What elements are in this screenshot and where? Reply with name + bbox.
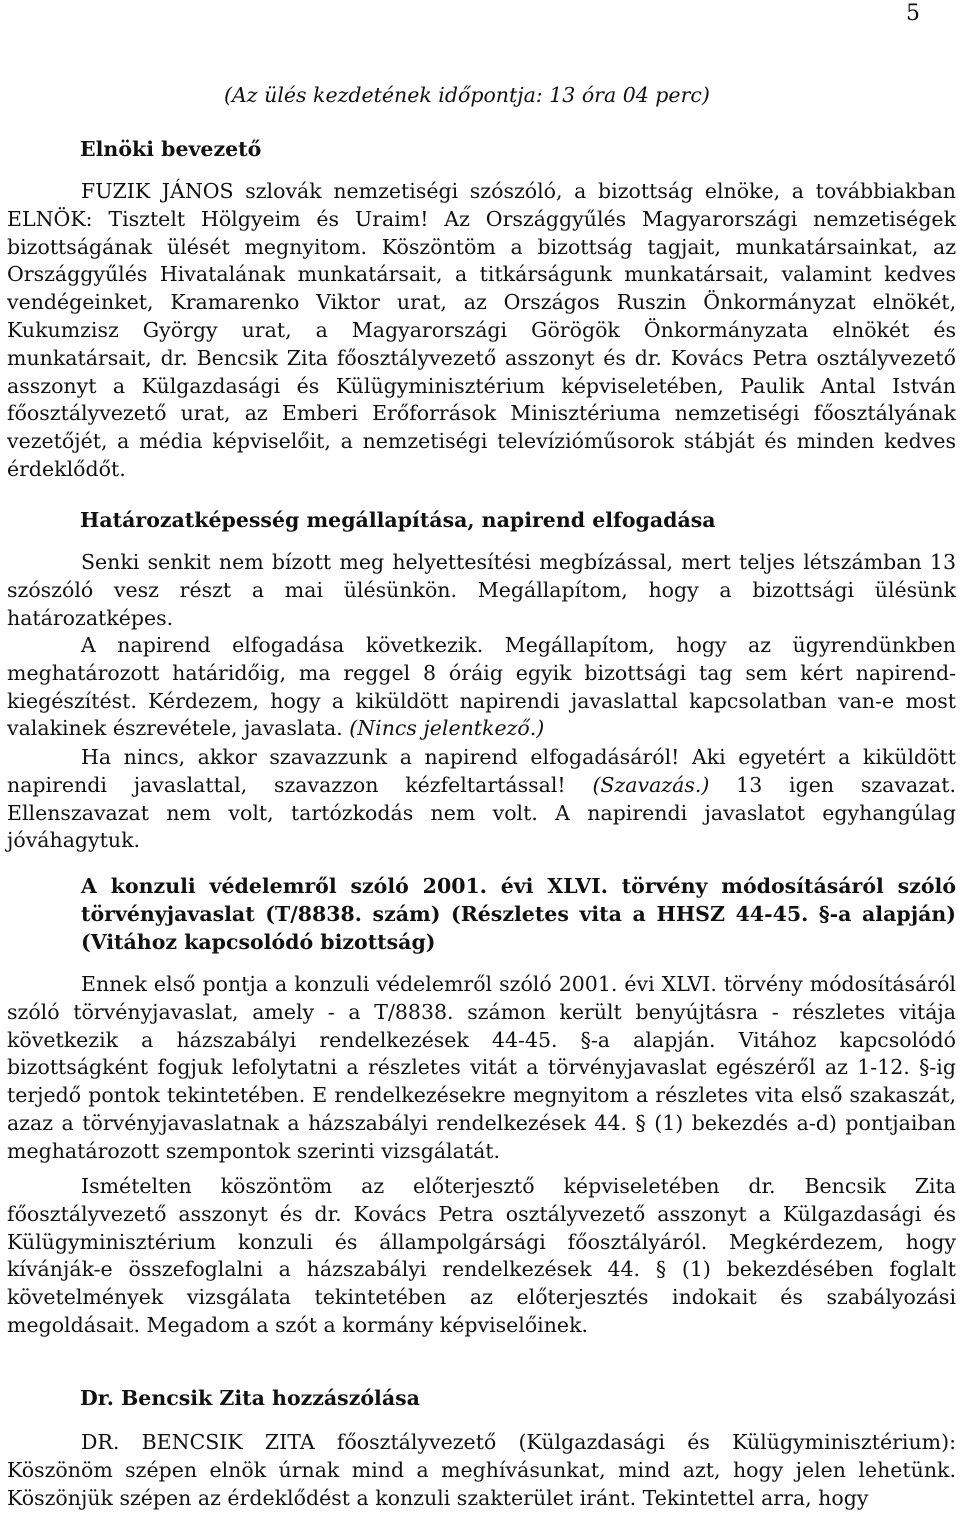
bill-heading: [7, 873, 956, 956]
bill-paragraph-1-text: Ennek első pontja a konzuli védelemről szóló 2001. évi XLVI. törvény módosításáról szóló törvényjavaslat, amely - a T/8838. számon került benyújtásra - részletes vitája következik a házszabályi rendelkezések 44-45. §-a alapján. Vitához kapcsolódó bizottságként fogjuk lefolytatni a részletes vitát a törvényjavaslat egészéről az 1-12. §-ig terjedő pontok tekintetében. E rendelkezésekre megnyitom a részletes vita első szakaszát, azaz a törvényjavaslatnak a házszabályi rendelkezések 44. § (1) bekezdés a-d) pontjaiban meghatározott szempontok szerinti vizsgálatát.: [7, 972, 956, 1163]
bill-heading-text: A konzuli védelemről szóló 2001. évi XLVI. törvény módosításáról szóló törvényjavaslat (T/8838. szám) (Részletes vita a HHSZ 44-45. §-a alapján) (Vitához kapcsolódó bizottság): [81, 874, 956, 954]
page-number: 5: [906, 1, 920, 26]
quorum-paragraph-3-text-a: Ha nincs, akkor szavazzunk a napirend elfogadásáról! Aki egyetért a kiküldött napirendi javaslattal, szavazzon kézfeltartással!: [7, 745, 956, 797]
intro-heading: Elnöki bevezető: [80, 137, 262, 161]
bill-paragraph-2-text: Ismételten köszöntöm az előterjesztő képviseletében dr. Bencsik Zita főosztályvezető asszonyt és dr. Kovács Petra osztályvezető asszonyt a Külgazdasági és Külügyminisztérium konzuli és állampolgársági főosztályáról. Megkérdezem, hogy kívánják-e összefoglalni a házszabályi rendelkezések 44. § (1) bekezdésében foglalt követelmények vizsgálata tekintetében az előterjesztés indokait és szabályozási megoldásait. Megadom a szót a kormány képviselőinek.: [7, 1174, 956, 1337]
vote-note: (Szavazás.): [592, 772, 710, 797]
bill-paragraph-2: [7, 1173, 956, 1340]
quorum-paragraph-2: [7, 632, 956, 743]
quorum-paragraph-1-text: Senki senkit nem bízott meg helyettesítési megbízással, mert teljes létszámban 13 szószóló vesz részt a mai ülésünkön. Megállapítom, hogy a bizottsági ülésünk határozatképes.: [7, 550, 956, 630]
quorum-paragraph-3-text-b: 13 igen szavazat. Ellenszavazat nem volt, tartózkodás nem volt. A napirendi javaslatot egyhangúlag jóváhagytuk.: [7, 772, 956, 853]
bill-paragraph-1: [7, 971, 956, 1166]
quorum-paragraph-2-text: A napirend elfogadása következik. Megállapítom, hogy az ügyrendünkben meghatározott határidőig, ma reggel 8 óráig egyik bizottsági tag sem kért napirend-kiegészítést. Kérdezem, hogy a kiküldött napirendi javaslattal kapcsolatban van-e most valakinek észrevétele, javaslata.: [7, 633, 956, 741]
intro-paragraph-text: FUZIK JÁNOS szlovák nemzetiségi szószóló, a bizottság elnöke, a továbbiakban ELNÖK: Tisztelt Hölgyeim és Uraim! Az Országgyűlés Magyarországi nemzetiségek bizottságának ülését megnyitom. Köszöntöm a bizottság tagjait, munkatársainkat, az Országgyűlés Hivatalának munkatársait, a titkárságunk munkatársait, valamint kedves vendégeinket, Kramarenko Viktor urat, az Országos Ruszin Önkormányzat elnökét, Kukumzisz György urat, a Magyarországi Görögök Önkormányzata elnökét és munkatársait, dr. Bencsik Zita főosztályvezető asszonyt és dr. Kovács Petra osztályvezető asszonyt a Külgazdasági és Külügyminisztérium képviseletében, Paulik Antal István főosztályvezető urat, az Emberi Erőforrások Minisztériuma nemzetiségi főosztályának vezetőjét, a média képviselőit, a nemzetiségi televízióműsorok stábját és minden kedves érdeklődőt.: [7, 179, 956, 481]
speech-heading: Dr. Bencsik Zita hozzászólása: [80, 1386, 420, 1410]
speech-paragraph: [7, 1429, 956, 1512]
quorum-heading: Határozatképesség megállapítása, napirend elfogadása: [80, 508, 716, 532]
speech-paragraph-text: DR. BENCSIK ZITA főosztályvezető (Külgazdasági és Külügyminisztérium): Köszönöm szépen elnök úrnak mind a meghívásunkat, mind azt, hogy jelen lehetünk. Köszönjük szépen az érdeklődést a konzuli szakterület iránt. Tekintettel arra, hogy: [7, 1430, 956, 1510]
quorum-paragraph-3: [7, 744, 956, 855]
intro-paragraph: [7, 178, 956, 484]
session-start-time: (Az ülés kezdetének időpontja: 13 óra 04 perc): [224, 83, 710, 107]
quorum-paragraph-1: [7, 549, 956, 632]
no-applicant-note: (Nincs jelentkező.): [349, 716, 545, 741]
